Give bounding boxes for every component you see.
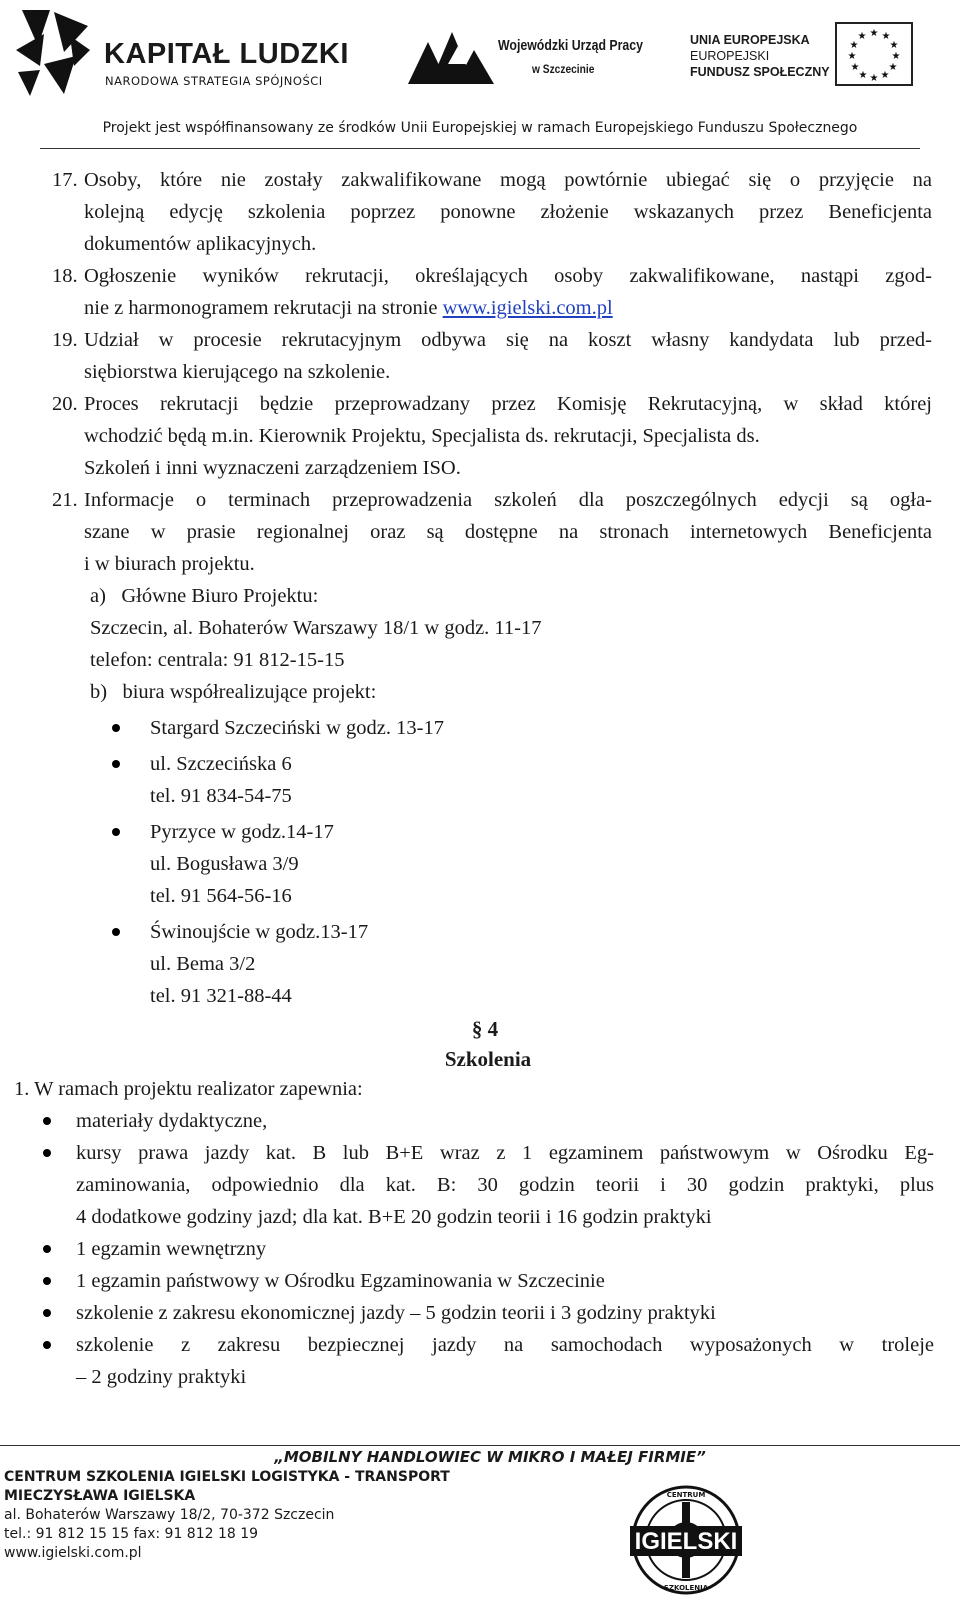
igielski-logo-ring-bottom: SZKOLENIA — [663, 1584, 709, 1592]
rule-line: dokumentów aplikacyjnych. — [84, 233, 317, 255]
svg-text:★: ★ — [869, 73, 879, 84]
recruitment-rules — [52, 164, 932, 1012]
bullet-icon — [43, 1245, 51, 1253]
training-item — [14, 1105, 934, 1137]
rule-line: i w biurach projektu. — [84, 553, 255, 575]
branch-item — [110, 916, 932, 1012]
main-office-heading — [90, 580, 932, 612]
ue-line-2: EUROPEJSKI — [690, 49, 770, 63]
footer-website[interactable]: www.igielski.com.pl — [4, 1545, 142, 1561]
training-line: 1 egzamin wewnętrzny — [76, 1238, 267, 1260]
footer-company-line-1: CENTRUM SZKOLENIA IGIELSKI LOGISTYKA - TRANSPORT — [4, 1469, 450, 1485]
main-office-label: a) — [90, 585, 106, 607]
rule-line: wchodzić będą m.in. Kierownik Projektu, Specjalista ds. rekrutacji, Specjalista ds. — [84, 425, 760, 447]
rule-20 — [52, 388, 932, 484]
bullet-icon — [112, 828, 120, 836]
ue-line-1: UNIA EUROPEJSKA — [690, 33, 810, 47]
rule-19 — [52, 324, 932, 388]
rule-17 — [52, 164, 932, 260]
svg-text:★: ★ — [857, 31, 867, 42]
training-line: materiały dydaktyczne, — [76, 1110, 268, 1132]
branch-list — [52, 712, 932, 1012]
training-item — [14, 1329, 934, 1393]
branch-offices-title: biura współrealizujące projekt: — [122, 681, 377, 703]
ue-line-3: FUNDUSZ SPOŁECZNY — [690, 65, 830, 79]
bullet-icon — [112, 724, 120, 732]
section-title: Szkolenia — [444, 1047, 532, 1071]
branch-line: Stargard Szczeciński w godz. 13-17 — [150, 717, 444, 739]
footer-divider — [0, 1445, 960, 1446]
branch-offices-heading — [90, 676, 932, 708]
training-line: szkolenie z zakresu bezpiecznej jazdy na samochodach wyposażonych w troleje — [76, 1334, 934, 1356]
svg-text:★: ★ — [881, 31, 891, 42]
kapital-ludzki-subtitle: NARODOWA STRATEGIA SPÓJNOŚCI — [105, 74, 323, 88]
main-office-title: Główne Biuro Projektu: — [121, 585, 319, 607]
eu-flag-icon — [835, 22, 913, 86]
footer-company-line-2: MIECZYSŁAWA IGIELSKA — [4, 1488, 196, 1504]
rule-line: szane w prasie regionalnej oraz są dostępne na stronach internetowych Beneficjenta — [84, 521, 932, 543]
branch-line: tel. 91 834-54-75 — [150, 785, 292, 807]
svg-text:★: ★ — [888, 62, 898, 73]
training-list — [14, 1073, 934, 1393]
rule-line: Udział w procesie rekrutacyjnym odbywa się na koszt własny kandydata lub przed- — [84, 329, 932, 351]
section-number: § 4 — [471, 1017, 499, 1041]
branch-item — [110, 712, 932, 744]
igielski-logo-icon — [630, 1482, 742, 1600]
svg-text:★: ★ — [858, 70, 868, 81]
footer-project-title: „MOBILNY HANDLOWIEC W MIKRO I MAŁEJ FIRMIE” — [274, 1448, 706, 1466]
training-line: 4 dodatkowe godziny jazd; dla kat. B+E 20 godzin teorii i 16 godzin praktyki — [76, 1206, 712, 1228]
rule-number: 18. — [52, 265, 78, 287]
igielski-logo-text: IGIELSKI — [634, 1528, 738, 1555]
rule-line: Informacje o terminach przeprowadzenia szkoleń dla poszczególnych edycji są ogła- — [84, 489, 932, 511]
branch-item — [110, 816, 932, 912]
branch-line: tel. 91 321-88-44 — [150, 985, 292, 1007]
bullet-icon — [112, 928, 120, 936]
wup-emblem-icon — [408, 24, 496, 92]
training-intro: 1. W ramach projektu realizator zapewnia: — [14, 1078, 363, 1100]
kapital-ludzki-title: KAPITAŁ LUDZKI — [104, 38, 349, 70]
kapital-ludzki-logo — [14, 6, 349, 98]
rule-number: 19. — [52, 329, 78, 351]
igielski-logo-ring-top: CENTRUM — [666, 1491, 706, 1499]
ue-logo-text — [690, 32, 830, 80]
training-line: szkolenie z zakresu ekonomicznej jazdy – 5 godzin teorii i 3 godziny praktyki — [76, 1302, 716, 1324]
svg-text:★: ★ — [880, 70, 890, 81]
training-item — [14, 1233, 934, 1265]
branch-line: Świnoujście w godz.13-17 — [150, 921, 369, 943]
bullet-icon — [112, 760, 120, 768]
svg-text:★: ★ — [869, 28, 879, 39]
rule-line: Szkoleń i inni wyznaczeni zarządzeniem ISO. — [84, 457, 461, 479]
rule-line: siębiorstwa kierującego na szkolenie. — [84, 361, 391, 383]
branch-item — [110, 748, 932, 812]
rule-number: 20. — [52, 393, 78, 415]
branch-line: ul. Bema 3/2 — [150, 953, 256, 975]
main-office-address: Szczecin, al. Bohaterów Warszawy 18/1 w godz. 11-17 — [90, 617, 542, 639]
rule-line: Proces rekrutacji będzie przeprowadzany przez Komisję Rekrutacyjną, w skład której — [84, 393, 932, 415]
svg-text:★: ★ — [891, 51, 901, 62]
rule-line: Ogłoszenie wyników rekrutacji, określających osoby zakwalifikowane, nastąpi zgod- — [84, 265, 932, 287]
bullet-icon — [43, 1277, 51, 1285]
header-caption: Projekt jest współfinansowany ze środków Unii Europejskiej w ramach Europejskiego Funduszu Społecznego — [102, 120, 858, 136]
bullet-icon — [43, 1149, 51, 1157]
wup-logo — [408, 24, 643, 94]
branch-line: ul. Bogusława 3/9 — [150, 853, 299, 875]
header-divider — [40, 148, 920, 149]
rule-18 — [52, 260, 932, 324]
rule-number: 21. — [52, 489, 78, 511]
training-line: – 2 godziny praktyki — [76, 1366, 247, 1388]
training-line: kursy prawa jazdy kat. B lub B+E wraz z 1 egzaminem państwowym w Ośrodku Eg- — [76, 1142, 934, 1164]
wup-subtitle: w Szczecinie — [532, 62, 595, 76]
branch-line: Pyrzyce w godz.14-17 — [150, 821, 334, 843]
bullet-icon — [43, 1117, 51, 1125]
rule-line: kolejną edycję szkolenia poprzez ponowne złożenie wskazanych przez Beneficjenta — [84, 201, 932, 223]
training-item — [14, 1137, 934, 1233]
rule-line: nie z harmonogramem rekrutacji na stronie — [84, 297, 443, 319]
wup-title: Wojewódzki Urząd Pracy — [498, 38, 643, 54]
training-line: zaminowania, odpowiednio dla kat. B: 30 godzin teorii i 30 godzin praktyki, plus — [76, 1174, 934, 1196]
bullet-icon — [43, 1309, 51, 1317]
branch-line: tel. 91 564-56-16 — [150, 885, 292, 907]
training-item — [14, 1265, 934, 1297]
svg-text:★: ★ — [850, 62, 860, 73]
training-item — [14, 1297, 934, 1329]
footer-address: al. Bohaterów Warszawy 18/2, 70-372 Szczecin — [4, 1507, 335, 1523]
branch-offices-label: b) — [90, 681, 108, 703]
training-line: 1 egzamin państwowy w Ośrodku Egzaminowania w Szczecinie — [76, 1270, 605, 1292]
main-office-phone: telefon: centrala: 91 812-15-15 — [90, 649, 345, 671]
rule-number: 17. — [52, 169, 78, 191]
svg-text:★: ★ — [889, 40, 899, 51]
section-heading — [0, 1014, 960, 1074]
rule-21 — [52, 484, 932, 580]
svg-text:★: ★ — [847, 51, 857, 62]
branch-line: ul. Szczecińska 6 — [150, 753, 292, 775]
rule-line: Osoby, które nie zostały zakwalifikowane mogą powtórnie ubiegać się o przyjęcie na — [84, 169, 932, 191]
footer-phones: tel.: 91 812 15 15 fax: 91 812 18 19 — [4, 1526, 259, 1542]
offices-block — [52, 580, 932, 708]
bullet-icon — [43, 1341, 51, 1349]
website-link[interactable]: www.igielski.com.pl — [442, 297, 613, 319]
footer-contact — [4, 1468, 450, 1563]
svg-text:★: ★ — [849, 40, 859, 51]
kapital-ludzki-emblem-icon — [14, 6, 92, 98]
